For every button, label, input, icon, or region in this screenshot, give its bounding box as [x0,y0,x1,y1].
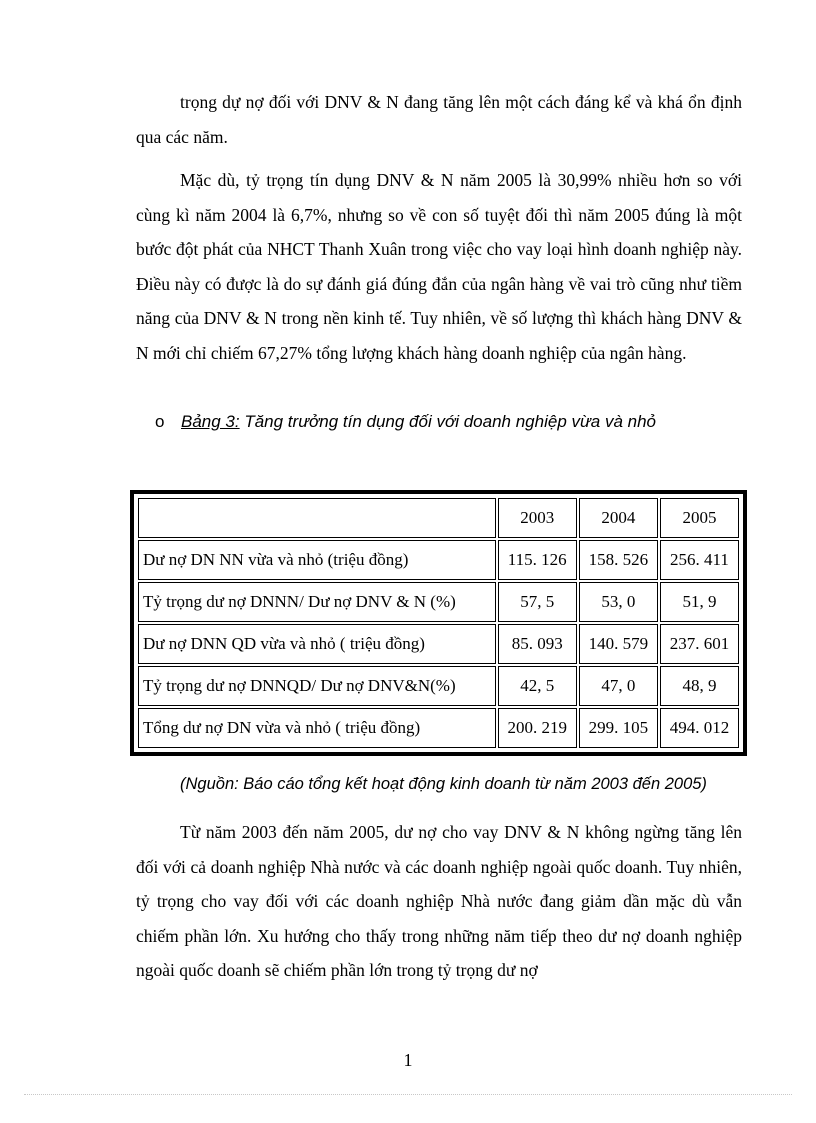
table-caption-title: Tăng trưởng tín dụng đối với doanh nghiệp vừa và nhỏ [239,412,656,431]
cell-2004: 299. 105 [579,708,658,748]
page-number: 1 [403,1050,413,1070]
cell-2005: 48, 9 [660,666,739,706]
table-row [138,624,739,664]
paragraph-trend: Từ năm 2003 đến năm 2005, dư nợ cho vay DNV & N không ngừng tăng lên đối với cả doanh nghiệp Nhà nước và các doanh nghiệp ngoài quốc doanh. Tuy nhiên, tỷ trọng cho vay đối với các doanh nghiệp Nhà nước đang giảm dần mặc dù vẫn chiếm phần lớn. Xu hướng cho thấy trong những năm tiếp theo dư nợ doanh nghiệp ngoài quốc doanh sẽ chiếm phần lớn trong tỷ trọng dư nợ [136,822,742,980]
table-header-row [138,498,739,538]
table-row [138,540,739,580]
cell-2004: 158. 526 [579,540,658,580]
bullet-icon: o [155,412,165,431]
page-bottom-divider [24,1094,792,1095]
cell-2005: 51, 9 [660,582,739,622]
table-caption [155,412,656,432]
row-label: Dư nợ DNN QD vừa và nhỏ ( triệu đồng) [138,624,496,664]
cell-2004: 47, 0 [579,666,658,706]
row-label: Tổng dư nợ DN vừa và nhỏ ( triệu đồng) [138,708,496,748]
row-label: Tỷ trọng dư nợ DNNN/ Dư nợ DNV & N (%) [138,582,496,622]
cell-2003: 200. 219 [498,708,577,748]
cell-2005: 494. 012 [660,708,739,748]
header-cell-empty [138,498,496,538]
table-source-note: (Nguồn: Báo cáo tổng kết hoạt động kinh doanh từ năm 2003 đến 2005) [180,775,707,793]
cell-2003: 85. 093 [498,624,577,664]
cell-2004: 53, 0 [579,582,658,622]
header-cell-2003: 2003 [498,498,577,538]
cell-2003: 57, 5 [498,582,577,622]
paragraph-analysis: Mặc dù, tỷ trọng tín dụng DNV & N năm 2005 là 30,99% nhiều hơn so với cùng kì năm 2004 là 6,7%, nhưng so về con số tuyệt đối thì năm 2005 đúng là một bước đột phát của NHCT Thanh Xuân trong việc cho vay loại hình doanh nghiệp này. Điều này có được là do sự đánh giá đúng đắn của ngân hàng về vai trò cũng như tiềm năng của DNV & N trong nền kinh tế. Tuy nhiên, về số lượng thì khách hàng DNV & N mới chỉ chiếm 67,27% tổng lượng khách hàng doanh nghiệp của ngân hàng. [136,170,742,363]
table-caption-label: Bảng 3: [181,412,240,431]
header-cell-2005: 2005 [660,498,739,538]
credit-growth-table [130,490,747,756]
row-label: Dư nợ DN NN vừa và nhỏ (triệu đồng) [138,540,496,580]
table-row [138,708,739,748]
cell-2005: 256. 411 [660,540,739,580]
cell-2003: 42, 5 [498,666,577,706]
header-cell-2004: 2004 [579,498,658,538]
cell-2005: 237. 601 [660,624,739,664]
table-row [138,582,739,622]
cell-2004: 140. 579 [579,624,658,664]
row-label: Tỷ trọng dư nợ DNNQD/ Dư nợ DNV&N(%) [138,666,496,706]
table-row [138,666,739,706]
paragraph-intro: trọng dự nợ đối với DNV & N đang tăng lên một cách đáng kể và khá ổn định qua các năm. [136,92,742,147]
cell-2003: 115. 126 [498,540,577,580]
data-table [136,496,741,750]
